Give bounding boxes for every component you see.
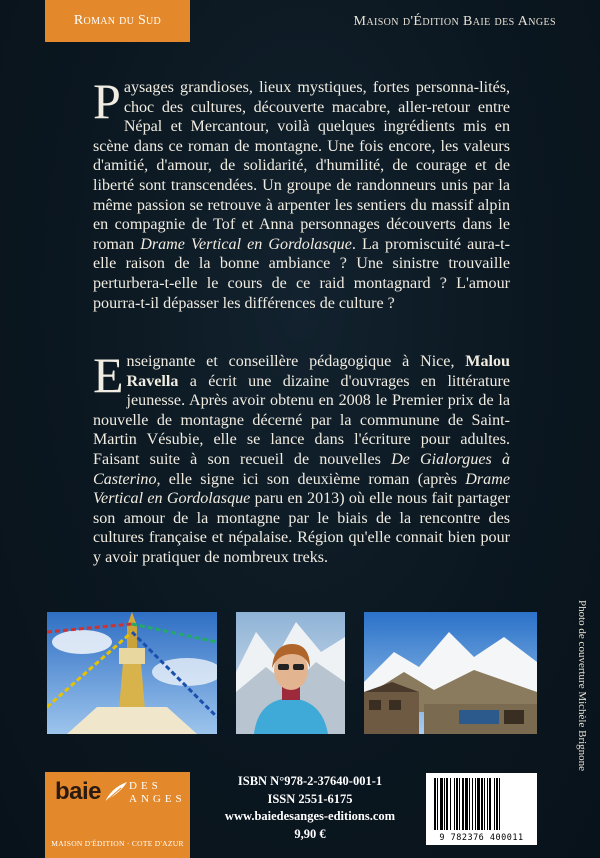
genre-tag bbox=[45, 0, 190, 42]
publisher-name: Maison d'Édition Baie des Anges bbox=[353, 14, 556, 29]
barcode-bar bbox=[494, 778, 495, 830]
barcode-bar bbox=[440, 778, 443, 830]
barcode-bar bbox=[465, 778, 468, 830]
logo-word-des: DES bbox=[129, 780, 162, 792]
genre-tag-label: Roman du Sud bbox=[73, 13, 162, 28]
barcode-bar bbox=[484, 778, 485, 830]
barcode-bar bbox=[489, 778, 491, 830]
synopsis-dropcap: P bbox=[93, 73, 121, 129]
website-link[interactable]: www.baiedesanges-editions.com bbox=[224, 809, 396, 823]
bio-text-4: paru en 2013) où elle nous fait partager son amour de la montagne par le biais de la rencontre des cultures française et népalaise. Région qu'elle connait bien pour y avoir pratiquer de nombreux treks. bbox=[93, 490, 510, 566]
logo-tagline: MAISON D'ÉDITION · COTE D'AZUR bbox=[51, 839, 184, 848]
bio-text-1: nseignante et conseillère pédagogique à Nice, bbox=[126, 353, 466, 370]
book-info bbox=[205, 773, 415, 843]
bio-text-3: , elle signe ici son deuxième roman (après bbox=[156, 470, 466, 488]
barcode-bar bbox=[446, 778, 448, 830]
village-image bbox=[364, 612, 537, 734]
logo-word-anges: ANGES bbox=[129, 793, 186, 805]
barcode bbox=[426, 773, 537, 845]
photo-stupa bbox=[47, 612, 217, 734]
barcode-bar bbox=[444, 778, 445, 830]
photo-author bbox=[236, 612, 345, 734]
barcode-bar bbox=[437, 778, 438, 830]
barcode-bar bbox=[469, 778, 470, 830]
feather-icon bbox=[103, 780, 129, 804]
barcode-bar bbox=[450, 778, 451, 830]
author-name: Malou Ravella bbox=[126, 353, 510, 390]
bio-dropcap: E bbox=[93, 347, 124, 403]
synopsis-book-title: Drame Vertical en Gordolasque bbox=[140, 235, 352, 253]
barcode-bar bbox=[456, 778, 458, 830]
publisher-logo bbox=[45, 772, 190, 858]
isbn: ISBN N°978-2-37640-001-1 bbox=[237, 774, 383, 788]
barcode-bars bbox=[434, 778, 529, 830]
price: 9,90 € bbox=[294, 826, 326, 841]
barcode-bar bbox=[487, 778, 488, 830]
issn: ISSN 2551-6175 bbox=[267, 791, 353, 806]
stupa-image bbox=[47, 612, 217, 734]
author-bio-paragraph bbox=[93, 347, 510, 568]
barcode-bar bbox=[459, 778, 460, 830]
barcode-bar bbox=[499, 778, 500, 830]
author-portrait-image bbox=[236, 612, 345, 734]
synopsis-paragraph bbox=[93, 73, 510, 313]
barcode-bar bbox=[496, 778, 498, 830]
logo-words-des-anges bbox=[129, 780, 189, 806]
bio-book-title-2: Drame Vertical en Gordolasque bbox=[93, 470, 510, 508]
synopsis-text-2: . La promiscuité aura-t-elle raison de la bonne ambiance ? Une sinistre trouvaille perturbera-t-elle le cours de ce raid montagnard ? L'amour pourra-t-il dépasser les différences de culture ? bbox=[93, 235, 510, 312]
barcode-digits: 9 782376 400011 bbox=[439, 833, 524, 843]
barcode-bar bbox=[434, 778, 436, 830]
bio-book-title-1: De Gialorgues à Casterino bbox=[93, 450, 510, 488]
barcode-bar bbox=[454, 778, 455, 830]
barcode-bar bbox=[481, 778, 483, 830]
synopsis-text-1: aysages grandioses, lieux mystiques, fortes personna-lités, choc des cultures, découverte macabre, aller-retour entre Népal et Mercantour, voilà quelques ingrédients mis en scène dans ce roman de montagne. Une fois encore, les valeurs d'amitié, d'amour, de solidarité, d'humilité, de courage et de liberté sont transcendées. Un groupe de randonneurs unis par la même passion se retrouve à arpenter les sentiers du massif alpin en compagnie de Tof et Anna personnages découverts dans le roman bbox=[93, 79, 510, 253]
logo-word-baie: baie bbox=[55, 778, 102, 805]
barcode-bar bbox=[477, 778, 480, 830]
barcode-bar bbox=[475, 778, 476, 830]
bio-text-2: a écrit une dizaine d'ouvrages en littérature jeunesse. Après avoir obtenu en 2008 le Premier prix de la nouvelle de montagne décerné par la communune de Saint-Martin Vésubie, elle se lance dans l'écriture pour adultes. Faisant suite à son recueil de nouvelles bbox=[93, 372, 510, 468]
photo-credit: Photo de couverture Michèle Brignone bbox=[576, 600, 588, 772]
barcode-bar bbox=[462, 778, 464, 830]
photo-village bbox=[364, 612, 537, 734]
barcode-bar bbox=[472, 778, 473, 830]
